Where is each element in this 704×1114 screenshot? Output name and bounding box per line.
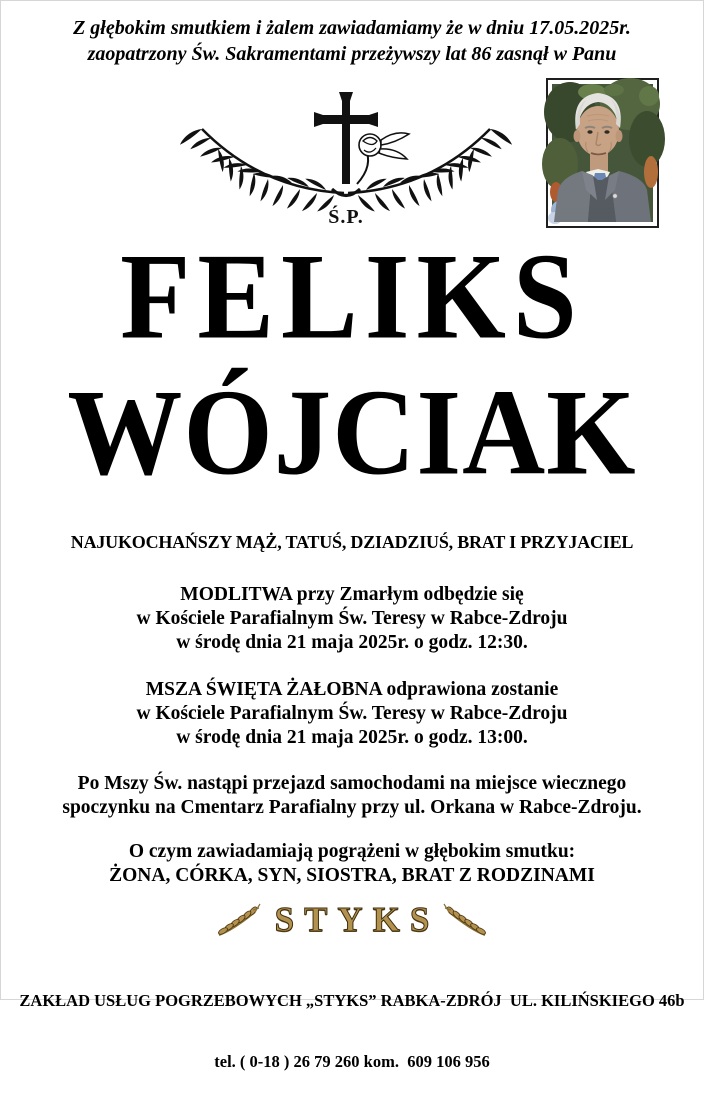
funeral-home-logo-text: STYKS bbox=[274, 900, 440, 939]
mass-announcement bbox=[1, 678, 703, 749]
procession-line: spoczynku na Cmentarz Parafialny przy ul. Orkana w Rabce-Zdroju. bbox=[62, 796, 642, 818]
deceased-name bbox=[1, 228, 703, 501]
mass-line: MSZA ŚWIĘTA ŻAŁOBNA odprawiona zostanie bbox=[145, 679, 559, 700]
mass-line: w środę dnia 21 maja 2025r. o godz. 13:00. bbox=[176, 726, 528, 748]
rose-icon bbox=[357, 133, 409, 184]
procession-announcement bbox=[1, 772, 703, 820]
mass-line: w Kościele Parafialnym Św. Teresy w Rabce-Zdroju bbox=[136, 702, 568, 724]
mourners-line: O czym zawiadamiają pogrążeni w głębokim smutku: bbox=[128, 841, 576, 862]
mourners-announcement bbox=[1, 840, 703, 888]
funeral-home-logo bbox=[1, 900, 703, 940]
funeral-home-phone: tel. ( 0-18 ) 26 79 260 kom. 609 106 956 bbox=[214, 1052, 490, 1072]
cross-wreath-ornament bbox=[186, 81, 506, 231]
procession-line: Po Mszy Św. nastąpi przejazd samochodami na miejsce wiecznego bbox=[77, 773, 627, 794]
wheat-ornament-left-icon bbox=[215, 902, 261, 938]
laurel-branch-left-icon bbox=[180, 124, 344, 211]
prayer-line: w środę dnia 21 maja 2025r. o godz. 12:30. bbox=[176, 631, 528, 653]
prayer-announcement bbox=[1, 583, 703, 654]
prayer-line: MODLITWA przy Zmarłym odbędzie się bbox=[180, 584, 524, 605]
intro-line: zaopatrzony Św. Sakramentami przeżywszy lat 86 zasnął w Panu bbox=[87, 43, 617, 66]
intro-line: Z głębokim smutkiem i żalem zawiadamiamy że w dniu 17.05.2025r. bbox=[73, 17, 631, 39]
deceased-last-name: WÓJCIAK bbox=[67, 364, 637, 501]
portrait-photo-frame bbox=[546, 78, 659, 228]
deceased-first-name: FELIKS bbox=[120, 228, 584, 365]
sp-abbreviation: Ś.P. bbox=[328, 206, 364, 228]
intro-text bbox=[1, 15, 703, 68]
wheat-ornament-right-icon bbox=[443, 902, 489, 938]
prayer-line: w Kościele Parafialnym Św. Teresy w Rabce-Zdroju bbox=[136, 607, 568, 629]
wreath-base-curve bbox=[332, 189, 360, 196]
portrait-photo bbox=[552, 84, 653, 222]
relation-line: NAJUKOCHAŃSZY MĄŻ, TATUŚ, DZIADZIUŚ, BRAT I PRZYJACIEL bbox=[70, 532, 634, 552]
mourners-line: ŻONA, CÓRKA, SYN, SIOSTRA, BRAT Z RODZINAMI bbox=[109, 864, 595, 886]
funeral-home-address: ZAKŁAD USŁUG POGRZEBOWYCH „STYKS” RABKA-ZDRÓJ UL. KILIŃSKIEGO 46b bbox=[19, 990, 685, 1010]
funeral-home-contact bbox=[1, 950, 703, 1114]
